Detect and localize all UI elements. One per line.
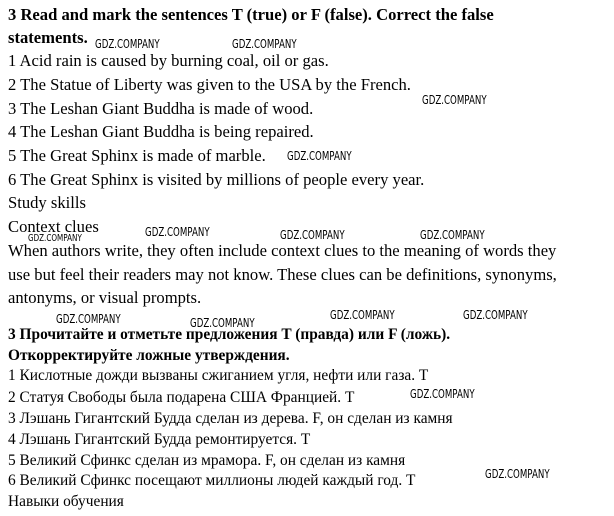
sentence-ru-1: 1 Кислотные дожди вызваны сжиганием угля, нефти или газа. T (8, 367, 429, 384)
sentence-ru-4: 4 Лэшань Гигантский Будда ремонтируется. T (8, 431, 311, 448)
sentence-ru-6: 6 Великий Сфинкс посещают миллионы людей каждый год. T (8, 472, 416, 489)
sentence-en-1: 1 Acid rain is caused by burning coal, oil or gas. (8, 51, 329, 70)
watermark: GDZ.COMPANY (145, 225, 210, 239)
sentence-en-5: 5 The Great Sphinx is made of marble. (8, 146, 266, 165)
watermark: GDZ.COMPANY (410, 387, 475, 401)
exercise-heading-en-line1: 3 Read and mark the sentences T (true) or F (false). Correct the false (8, 5, 494, 24)
exercise-heading-ru-line1: 3 Прочитайте и отметьте предложения T (правда) или F (ложь). (8, 326, 451, 343)
watermark: GDZ.COMPANY (463, 308, 528, 322)
sentence-en-3: 3 The Leshan Giant Buddha is made of wood. (8, 99, 314, 118)
watermark: GDZ.COMPANY (56, 312, 121, 326)
watermark: GDZ.COMPANY (280, 228, 345, 242)
study-skills-heading: Study skills (8, 193, 86, 212)
sentence-en-6: 6 The Great Sphinx is visited by millions of people every year. (8, 170, 425, 189)
exercise-heading-ru-line2: Откорректируйте ложные утверждения. (8, 347, 290, 364)
watermark: GDZ.COMPANY (95, 37, 160, 51)
watermark: GDZ.COMPANY (420, 228, 485, 242)
sentence-en-2: 2 The Statue of Liberty was given to the USA by the French. (8, 75, 411, 94)
watermark: GDZ.COMPANY (190, 316, 255, 330)
watermark: GDZ.COMPANY (287, 149, 352, 163)
paragraph-line-3: antonyms, or visual prompts. (8, 288, 202, 307)
footer-study-skills-ru: Навыки обучения (8, 493, 124, 510)
sentence-ru-3: 3 Лэшань Гигантский Будда сделан из дерева. F, он сделан из камня (8, 410, 453, 427)
sentence-ru-5: 5 Великий Сфинкс сделан из мрамора. F, он сделан из камня (8, 452, 406, 469)
paragraph-line-1: When authors write, they often include context clues to the meaning of words they (8, 241, 557, 260)
watermark: GDZ.COMPANY (485, 467, 550, 481)
sentence-en-4: 4 The Leshan Giant Buddha is being repaired. (8, 122, 314, 141)
exercise-heading-en-line2: statements. (8, 28, 88, 47)
watermark: GDZ.COMPANY (422, 93, 487, 107)
context-clues-heading: Context clues (8, 217, 99, 236)
paragraph-line-2: use but feel their readers may not know. These clues can be definitions, synonyms, (8, 265, 557, 284)
watermark: GDZ.COMPANY (232, 37, 297, 51)
sentence-ru-2: 2 Статуя Свободы была подарена США Францией. T (8, 389, 355, 406)
watermark: GDZ.COMPANY (330, 308, 395, 322)
watermark: GDZ.COMPANY (28, 233, 82, 244)
